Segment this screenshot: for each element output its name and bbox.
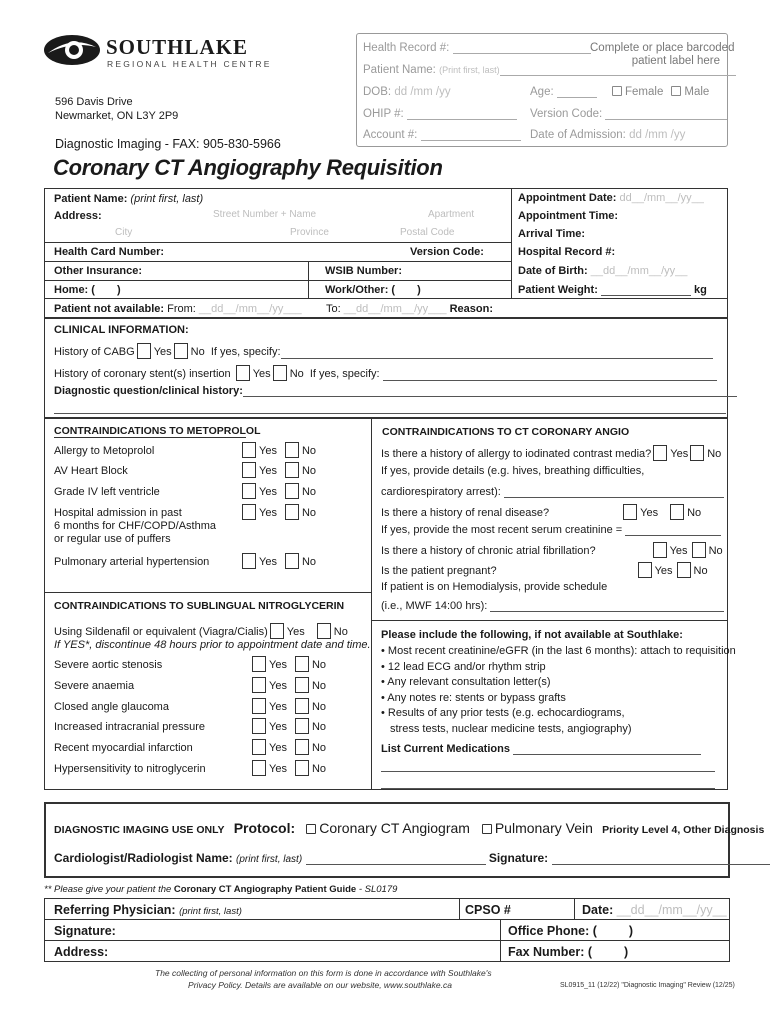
ct-h1: If patient is on Hemodialysis, provide schedule	[381, 581, 608, 593]
hdr-patient-name: Patient Name: (Print first, last)	[363, 64, 736, 76]
org-addr2: Newmarket, ON L3Y 2P9	[55, 110, 179, 122]
ref-physician[interactable]: Referring Physician: (print first, last)	[54, 903, 242, 917]
hdr-account: Account #:	[363, 129, 521, 141]
meds-label[interactable]: List Current Medications	[381, 743, 701, 755]
meto-item-1: AV Heart Block	[54, 465, 128, 477]
nitro-yn-1[interactable]: Yes No	[250, 677, 326, 693]
nitro-item-2: Closed angle glaucoma	[54, 701, 169, 713]
clin-head: CLINICAL INFORMATION:	[54, 324, 189, 336]
nitro-yn-5[interactable]: Yes No	[250, 760, 326, 776]
ct-q1: Is there a history of allergy to iodinated contrast media? Yes No	[381, 445, 721, 461]
nitro-yn-3[interactable]: Yes No	[250, 718, 326, 734]
nitro-item-4: Recent myocardial infarction	[54, 742, 193, 754]
pi-province-hint: Province	[290, 227, 329, 238]
ref-fax[interactable]: Fax Number: ( )	[508, 945, 629, 959]
pi-version-code[interactable]: Version Code:	[410, 246, 484, 258]
hdr-ohip: OHIP #:	[363, 108, 517, 120]
incl-item-4: • Results of any prior tests (e.g. echocardiograms,	[381, 707, 625, 719]
stent-no-checkbox[interactable]	[273, 365, 287, 381]
ct-creatinine[interactable]: If yes, provide the most recent serum creatinine =	[381, 524, 721, 536]
meto-hosp3: or regular use of puffers	[54, 533, 171, 545]
ct-q3: Is there a history of chronic atrial fibrillation? Yes No	[381, 542, 723, 558]
meto-yn-1[interactable]: Yes No	[240, 462, 316, 478]
meto-item-0: Allergy to Metoprolol	[54, 445, 155, 457]
meto-hosp1: Hospital admission in past	[54, 507, 182, 519]
pi-postal-hint: Postal Code	[400, 227, 455, 238]
ref-office-phone[interactable]: Office Phone: ( )	[508, 924, 634, 938]
ct-d2[interactable]: cardiorespiratory arrest):	[381, 486, 724, 498]
footer-privacy-2: Privacy Policy. Details are available on our website, www.southlake.ca	[188, 980, 452, 990]
nitro-yn-0[interactable]: Yes No	[250, 656, 326, 672]
org-sub: REGIONAL HEALTH CENTRE	[107, 59, 272, 69]
ct-h2[interactable]: (i.e., MWF 14:00 hrs):	[381, 600, 724, 612]
clin-stent: History of coronary stent(s) insertion Yes No If yes, specify:	[54, 365, 717, 381]
org-addr1: 596 Davis Drive	[55, 96, 133, 108]
ref-address[interactable]: Address:	[54, 945, 109, 959]
nitro-yn-2[interactable]: Yes No	[250, 698, 326, 714]
pi-street-hint: Street Number + Name	[213, 209, 317, 220]
ct-q2: Is there a history of renal disease? Yes No	[381, 504, 701, 520]
nitro-yn-4[interactable]: Yes No	[250, 739, 326, 755]
cabg-no-checkbox[interactable]	[174, 343, 188, 359]
cta-checkbox[interactable]	[306, 824, 316, 834]
form-code: SL0915_11 (12/22) "Diagnostic Imaging" Review (12/25)	[560, 982, 735, 989]
meto-head: CONTRAINDICATIONS TO METOPROLOL	[54, 425, 261, 437]
ref-signature[interactable]: Signature:	[54, 924, 116, 938]
di-use-box	[44, 802, 730, 878]
ref-cpso[interactable]: CPSO #	[465, 903, 511, 917]
hdr-age: Age:	[530, 86, 597, 98]
pv-checkbox[interactable]	[482, 824, 492, 834]
pi-work-phone[interactable]: Work/Other: ( )	[325, 284, 421, 296]
pi-dob[interactable]: Date of Birth: __dd__/mm__/yy__	[518, 265, 688, 277]
ct-q4: Is the patient pregnant? Yes No	[381, 562, 708, 578]
meto-pah: Pulmonary arterial hypertension	[54, 556, 210, 568]
nitro-sild: Using Sildenafil or equivalent (Viagra/Cialis) Yes No	[54, 623, 348, 639]
fax-line: Diagnostic Imaging - FAX: 905-830-5966	[55, 137, 281, 151]
hdr-health-record: Health Record #:	[363, 42, 591, 54]
pi-to[interactable]: To: __dd__/mm__/yy___ Reason:	[326, 303, 493, 315]
nitro-item-5: Hypersensitivity to nitroglycerin	[54, 763, 206, 775]
hdr-sex: Female Male	[612, 86, 709, 98]
nitro-item-0: Severe aortic stenosis	[54, 659, 163, 671]
clin-diag-question[interactable]: Diagnostic question/clinical history:	[54, 385, 737, 397]
pi-other-insurance[interactable]: Other Insurance:	[54, 265, 143, 277]
pi-apartment-hint: Apartment	[428, 209, 475, 220]
di-cardio-row[interactable]: Cardiologist/Radiologist Name: (print first, last) Signature:	[54, 851, 770, 865]
footer-privacy-1: The collecting of personal information on this form is done in accordance with Southlake's	[155, 968, 492, 978]
meto-yn-2[interactable]: Yes No	[240, 483, 316, 499]
org-name: SOUTHLAKE	[106, 35, 249, 59]
nitro-note: If YES*, discontinue 48 hours prior to appointment date and time.	[54, 639, 371, 651]
pi-patient-name[interactable]: Patient Name: (print first, last)	[54, 193, 204, 205]
stent-yes-checkbox[interactable]	[236, 365, 250, 381]
barcode-note2: patient label here	[631, 55, 720, 67]
hdr-dob: DOB: dd /mm /yy	[363, 86, 451, 98]
incl-item-1: • 12 lead ECG and/or rhythm strip	[381, 661, 546, 673]
pi-appt-date[interactable]: Appointment Date: dd__/mm__/yy__	[518, 192, 704, 204]
pi-wsib[interactable]: WSIB Number:	[325, 265, 402, 277]
page-title: Coronary CT Angiography Requisition	[53, 155, 443, 180]
cabg-yes-checkbox[interactable]	[137, 343, 151, 359]
incl-item-0: • Most recent creatinine/eGFR (in the last 6 months): attach to requisition	[381, 645, 736, 657]
guide-note: ** Please give your patient the Coronary CT Angiography Patient Guide - SL0179	[44, 884, 398, 895]
pi-appt-time[interactable]: Appointment Time:	[518, 210, 619, 222]
incl-item-2: • Any relevant consultation letter(s)	[381, 676, 551, 688]
incl-item-3: • Any notes re: stents or bypass grafts	[381, 692, 566, 704]
nitro-head: CONTRAINDICATIONS TO SUBLINGUAL NITROGLYCERIN	[54, 600, 345, 612]
pi-city-hint: City	[115, 227, 133, 238]
pi-home-phone[interactable]: Home: ( )	[54, 284, 121, 296]
meto-yn-3[interactable]: Yes No	[240, 504, 316, 520]
pi-arrival[interactable]: Arrival Time:	[518, 228, 586, 240]
di-protocol-row: DIAGNOSTIC IMAGING USE ONLY Protocol: Coronary CT Angiogram Pulmonary Vein Priority Level 4, Other Diagnosis	[54, 820, 765, 836]
ct-d1: If yes, provide details (e.g. hives, breathing difficulties,	[381, 465, 645, 477]
meto-hosp2: 6 months for CHF/COPD/Asthma	[54, 520, 216, 532]
nitro-item-1: Severe anaemia	[54, 680, 135, 692]
meto-yn-4[interactable]: Yes No	[240, 553, 316, 569]
meto-item-2: Grade IV left ventricle	[54, 486, 160, 498]
southlake-logo-icon	[42, 33, 102, 67]
pi-weight[interactable]: Patient Weight: kg	[518, 284, 707, 296]
pi-not-available[interactable]: Patient not available: From: __dd__/mm__/yy___	[54, 303, 302, 315]
hdr-admission: Date of Admission: dd /mm /yy	[530, 129, 686, 141]
clin-cabg: History of CABG Yes No If yes, specify:	[54, 343, 713, 359]
barcode-note1: Complete or place barcoded	[590, 42, 735, 54]
meto-yn-0[interactable]: Yes No	[240, 442, 316, 458]
pi-health-card[interactable]: Health Card Number:	[54, 246, 165, 258]
hdr-version: Version Code:	[530, 108, 727, 120]
nitro-item-3: Increased intracranial pressure	[54, 721, 206, 733]
pi-hosp-record[interactable]: Hospital Record #:	[518, 246, 616, 258]
ref-date[interactable]: Date: __dd__/mm__/yy__	[582, 903, 727, 917]
incl-head: Please include the following, if not available at Southlake:	[381, 629, 683, 641]
pi-address[interactable]: Address:	[54, 210, 102, 222]
ct-head: CONTRAINDICATIONS TO CT CORONARY ANGIO	[382, 426, 630, 438]
incl-cont: stress tests, nuclear medicine tests, angiography)	[390, 723, 632, 735]
